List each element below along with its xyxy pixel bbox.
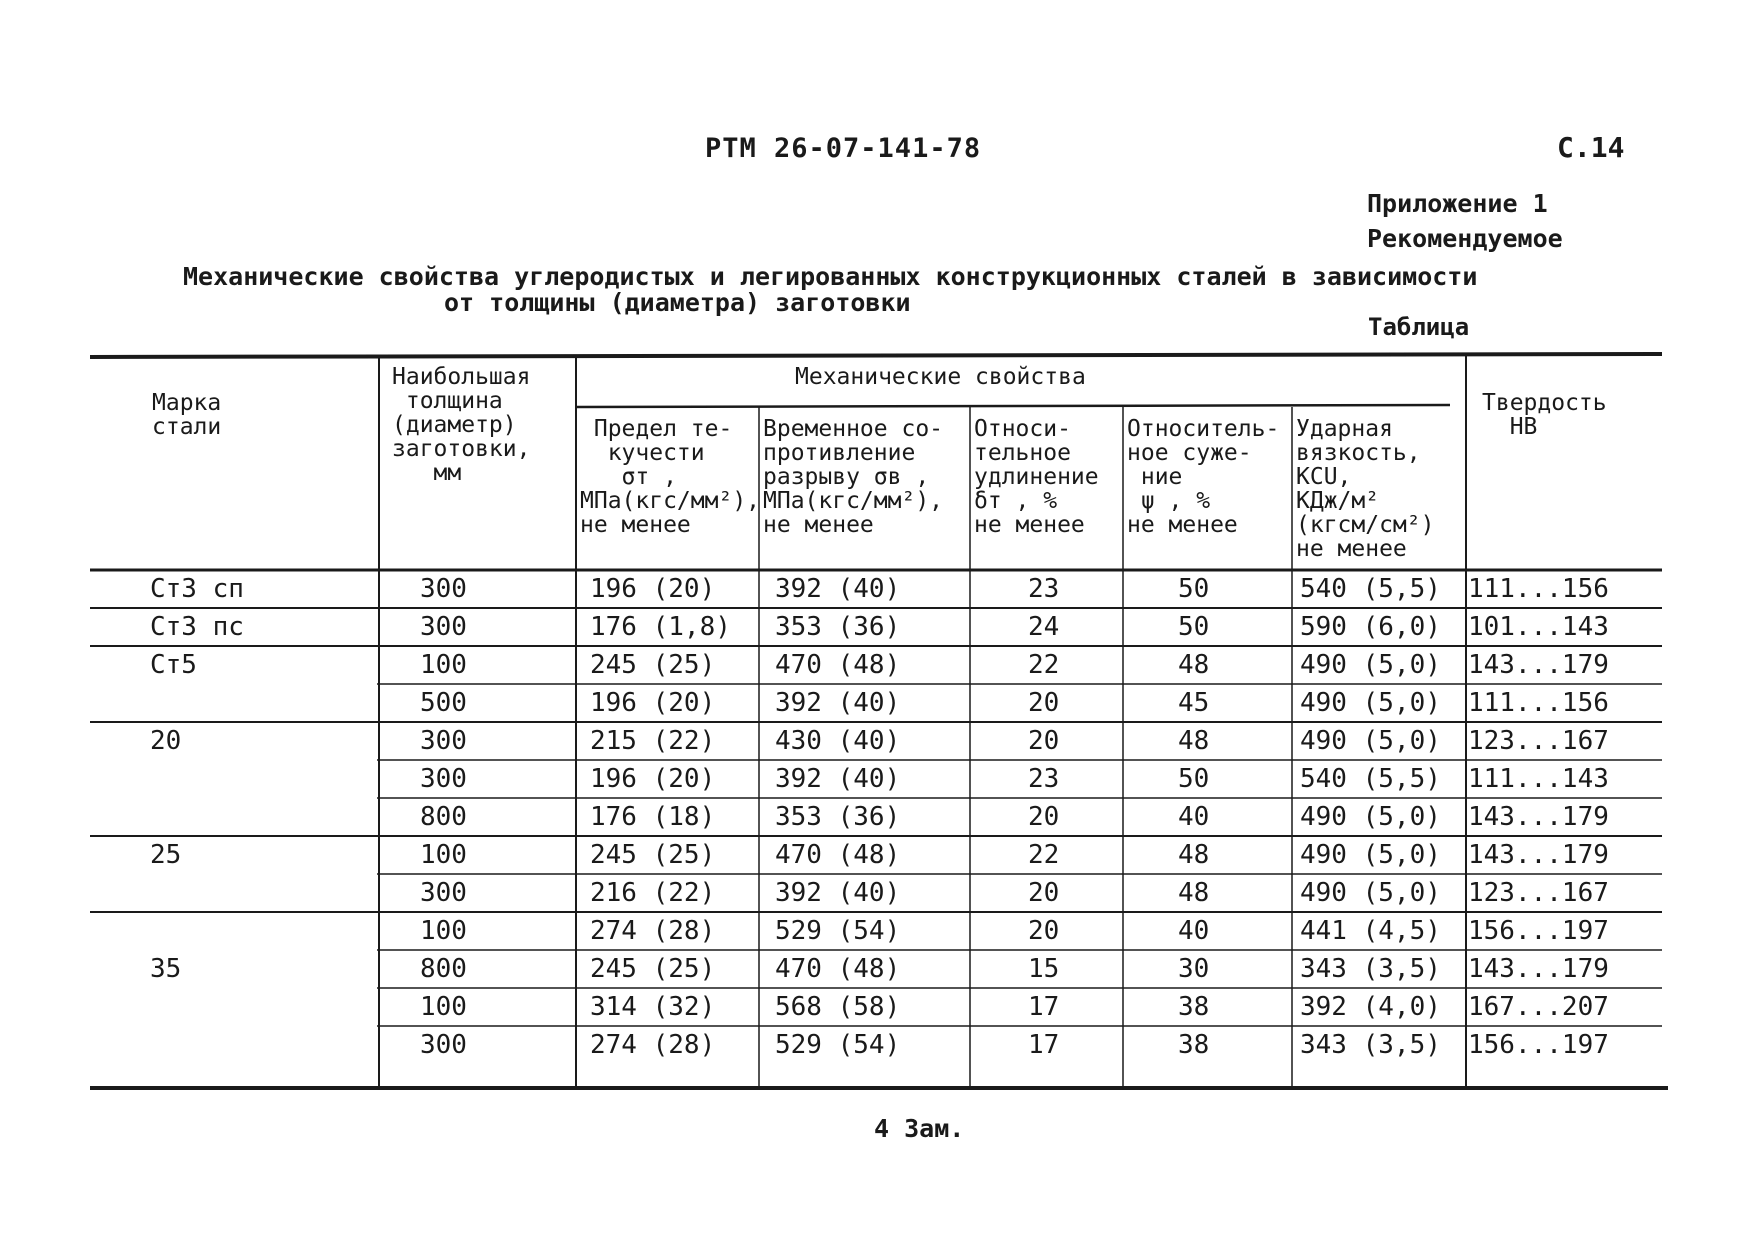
- cell-thickness: 300: [420, 612, 467, 642]
- cell-reduction: 30: [1178, 954, 1210, 984]
- cell-elongation: 17: [1028, 1030, 1060, 1060]
- cell-hardness: 111...156: [1468, 688, 1609, 718]
- steel-properties-table: [90, 351, 1675, 1096]
- cell-hardness: 143...179: [1468, 840, 1609, 870]
- cell-reduction: 50: [1178, 574, 1210, 604]
- cell-reduction: 48: [1178, 650, 1210, 680]
- cell-reduction: 40: [1178, 916, 1210, 946]
- cell-impact: 490 (5,0): [1300, 802, 1441, 832]
- cell-impact: 490 (5,0): [1300, 840, 1441, 870]
- cell-thickness: 500: [420, 688, 467, 718]
- header-yield-strength: Предел те- кучести σт , МПа(кгс/мм²), не менее: [580, 416, 761, 538]
- cell-impact: 441 (4,5): [1300, 916, 1441, 946]
- cell-impact: 540 (5,5): [1300, 574, 1441, 604]
- cell-tensile: 529 (54): [775, 916, 901, 946]
- cell-elongation: 22: [1028, 840, 1060, 870]
- cell-hardness: 101...143: [1468, 612, 1609, 642]
- cell-impact: 343 (3,5): [1300, 954, 1441, 984]
- cell-tensile: 353 (36): [775, 802, 901, 832]
- cell-elongation: 15: [1028, 954, 1060, 984]
- cell-elongation: 23: [1028, 764, 1060, 794]
- cell-elongation: 22: [1028, 650, 1060, 680]
- cell-thickness: 300: [420, 764, 467, 794]
- cell-steel: 35: [150, 954, 182, 984]
- cell-elongation: 20: [1028, 688, 1060, 718]
- cell-impact: 590 (6,0): [1300, 612, 1441, 642]
- cell-tensile: 430 (40): [775, 726, 901, 756]
- cell-yield: 245 (25): [590, 954, 716, 984]
- cell-hardness: 143...179: [1468, 650, 1609, 680]
- cell-yield: 176 (1,8): [590, 612, 731, 642]
- header-elongation: Относи- тельное удлинение δт , % не менее: [974, 416, 1099, 538]
- cell-yield: 196 (20): [590, 764, 716, 794]
- cell-tensile: 392 (40): [775, 688, 901, 718]
- table-title-line-1: Механические свойства углеродистых и легированных конструкционных сталей в зависимости: [183, 262, 1478, 291]
- cell-hardness: 156...197: [1468, 1030, 1609, 1060]
- header-impact-toughness: Ударная вязкость, КСU, КДж/м² (кгсм/см²) не менее: [1296, 416, 1435, 562]
- cell-reduction: 48: [1178, 726, 1210, 756]
- cell-impact: 490 (5,0): [1300, 688, 1441, 718]
- cell-reduction: 45: [1178, 688, 1210, 718]
- cell-elongation: 24: [1028, 612, 1060, 642]
- cell-thickness: 100: [420, 992, 467, 1022]
- cell-reduction: 40: [1178, 802, 1210, 832]
- cell-thickness: 800: [420, 954, 467, 984]
- cell-reduction: 38: [1178, 992, 1210, 1022]
- cell-elongation: 17: [1028, 992, 1060, 1022]
- cell-steel: Ст3 сп: [150, 574, 244, 604]
- cell-hardness: 143...179: [1468, 802, 1609, 832]
- cell-thickness: 100: [420, 916, 467, 946]
- cell-yield: 245 (25): [590, 650, 716, 680]
- cell-thickness: 300: [420, 878, 467, 908]
- cell-impact: 490 (5,0): [1300, 726, 1441, 756]
- cell-reduction: 38: [1178, 1030, 1210, 1060]
- header-tensile-strength: Временное со- противление разрыву σв , МПа(кгс/мм²), не менее: [763, 416, 944, 538]
- cell-elongation: 23: [1028, 574, 1060, 604]
- cell-tensile: 392 (40): [775, 878, 901, 908]
- cell-yield: 196 (20): [590, 688, 716, 718]
- cell-impact: 392 (4,0): [1300, 992, 1441, 1022]
- cell-thickness: 300: [420, 726, 467, 756]
- cell-hardness: 123...167: [1468, 878, 1609, 908]
- cell-impact: 343 (3,5): [1300, 1030, 1441, 1060]
- table-label: Таблица: [1368, 313, 1470, 341]
- cell-elongation: 20: [1028, 802, 1060, 832]
- cell-hardness: 156...197: [1468, 916, 1609, 946]
- header-steel-grade: Марка стали: [152, 390, 222, 440]
- cell-steel: 20: [150, 726, 182, 756]
- header-hardness: Твердость НВ: [1482, 390, 1607, 440]
- cell-yield: 176 (18): [590, 802, 716, 832]
- cell-thickness: 100: [420, 650, 467, 680]
- table-title-line-2: от толщины (диаметра) заготовки: [444, 288, 911, 317]
- appendix-status: Рекомендуемое: [1367, 224, 1563, 253]
- cell-tensile: 470 (48): [775, 840, 901, 870]
- cell-yield: 196 (20): [590, 574, 716, 604]
- cell-thickness: 300: [420, 574, 467, 604]
- cell-tensile: 568 (58): [775, 992, 901, 1022]
- cell-reduction: 50: [1178, 764, 1210, 794]
- cell-elongation: 20: [1028, 916, 1060, 946]
- cell-yield: 216 (22): [590, 878, 716, 908]
- cell-steel: Ст5: [150, 650, 197, 680]
- header-reduction-of-area: Относитель- ное суже- ние ψ , % не менее: [1127, 416, 1280, 538]
- cell-yield: 215 (22): [590, 726, 716, 756]
- cell-steel: 25: [150, 840, 182, 870]
- page-number: С.14: [1557, 131, 1625, 164]
- cell-reduction: 50: [1178, 612, 1210, 642]
- cell-impact: 540 (5,5): [1300, 764, 1441, 794]
- cell-yield: 274 (28): [590, 916, 716, 946]
- cell-reduction: 48: [1178, 878, 1210, 908]
- cell-tensile: 529 (54): [775, 1030, 901, 1060]
- cell-yield: 245 (25): [590, 840, 716, 870]
- cell-tensile: 470 (48): [775, 650, 901, 680]
- document-code: РТМ 26-07-141-78: [705, 133, 982, 164]
- cell-tensile: 392 (40): [775, 764, 901, 794]
- cell-hardness: 143...179: [1468, 954, 1609, 984]
- header-max-thickness: Наибольшая толщина (диаметр) заготовки, мм: [392, 364, 531, 486]
- cell-steel: Ст3 пс: [150, 612, 244, 642]
- cell-impact: 490 (5,0): [1300, 878, 1441, 908]
- cell-yield: 274 (28): [590, 1030, 716, 1060]
- header-mechanical-properties: Механические свойства: [795, 364, 1086, 390]
- cell-impact: 490 (5,0): [1300, 650, 1441, 680]
- cell-thickness: 100: [420, 840, 467, 870]
- cell-reduction: 48: [1178, 840, 1210, 870]
- cell-elongation: 20: [1028, 878, 1060, 908]
- footer-note: 4 Зам.: [874, 1114, 965, 1143]
- cell-hardness: 167...207: [1468, 992, 1609, 1022]
- cell-tensile: 353 (36): [775, 612, 901, 642]
- cell-hardness: 123...167: [1468, 726, 1609, 756]
- cell-tensile: 392 (40): [775, 574, 901, 604]
- appendix-label: Приложение 1: [1367, 189, 1548, 218]
- cell-thickness: 800: [420, 802, 467, 832]
- cell-hardness: 111...156: [1468, 574, 1609, 604]
- cell-thickness: 300: [420, 1030, 467, 1060]
- cell-hardness: 111...143: [1468, 764, 1609, 794]
- cell-yield: 314 (32): [590, 992, 716, 1022]
- cell-tensile: 470 (48): [775, 954, 901, 984]
- cell-elongation: 20: [1028, 726, 1060, 756]
